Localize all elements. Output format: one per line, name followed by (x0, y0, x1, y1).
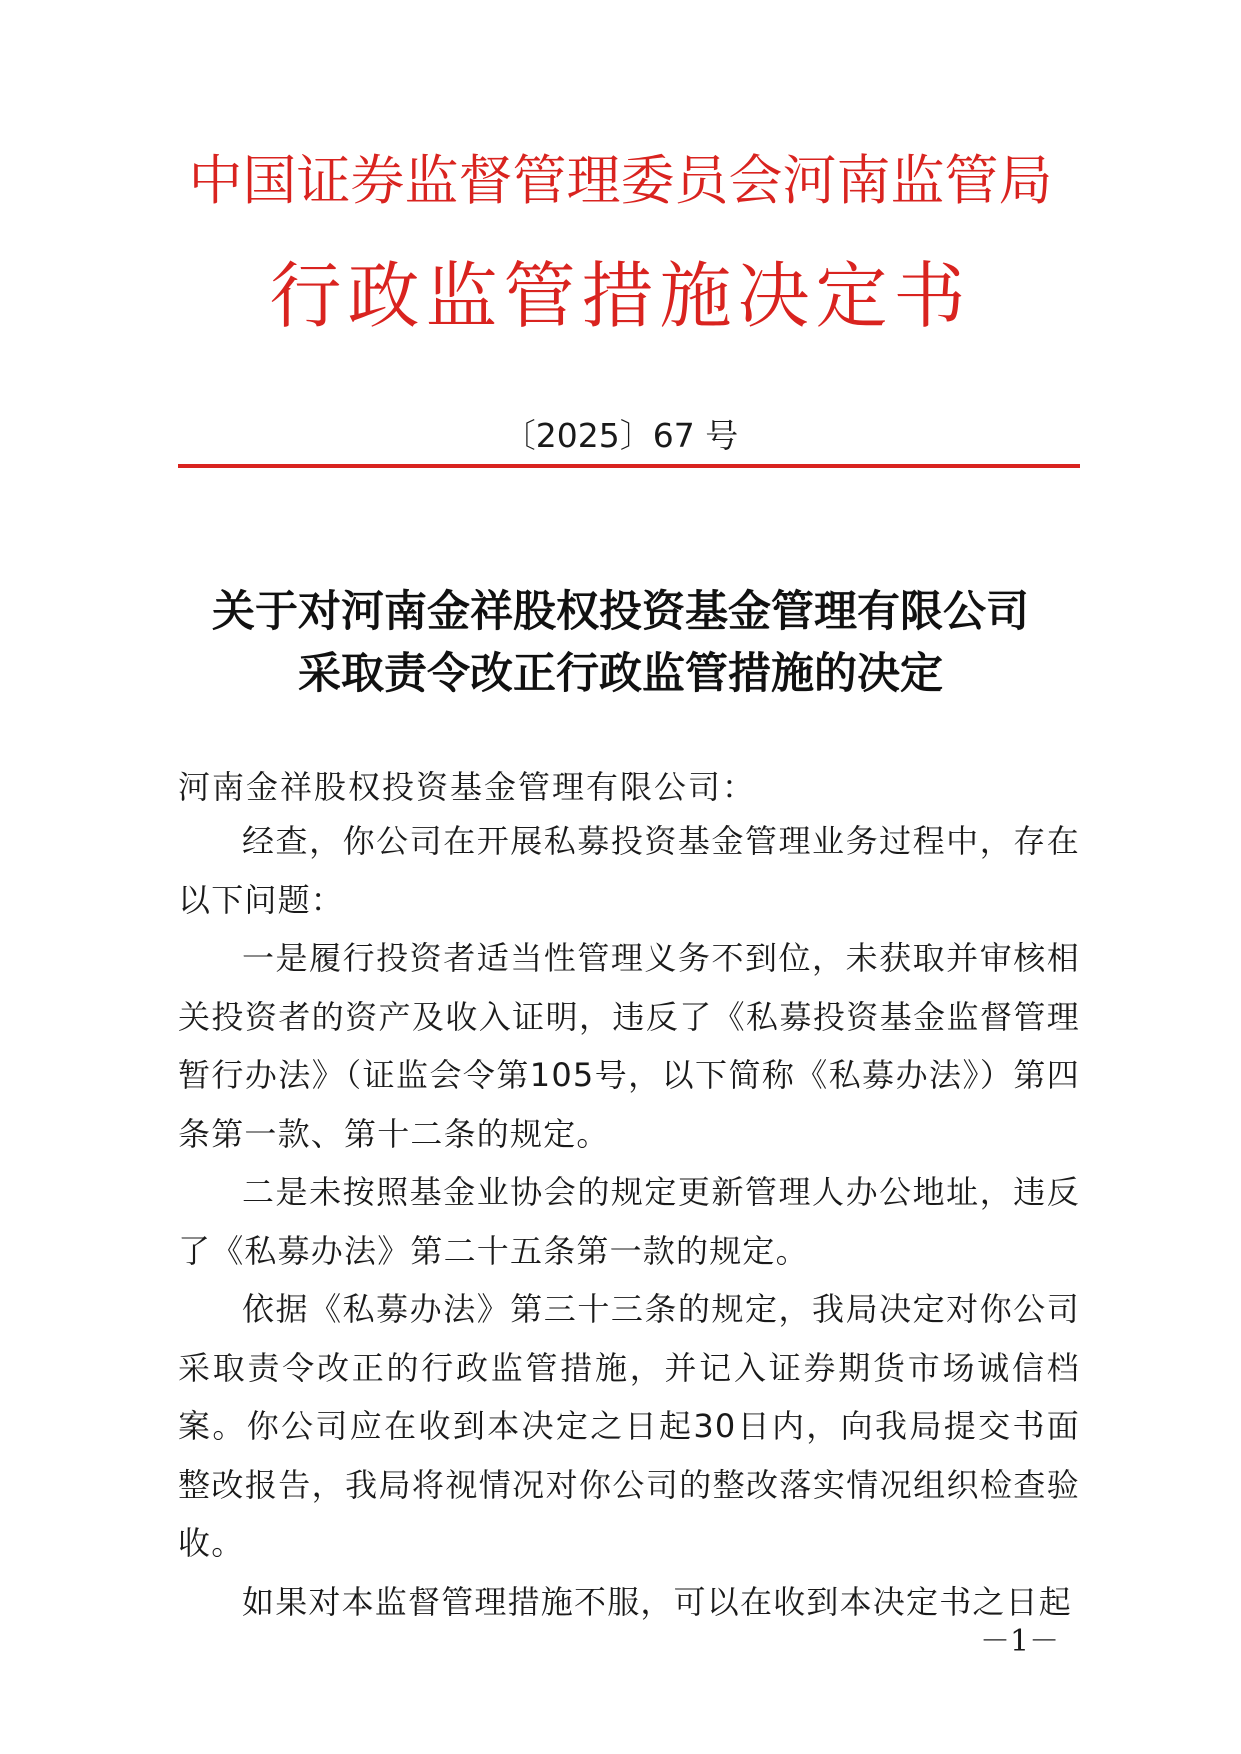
decision-title-line-2: 采取责令改正行政监管措施的决定 (298, 649, 943, 699)
paragraph-findings-intro: 经查，你公司在开展私募投资基金管理业务过程中，存在以下问题： (178, 822, 1080, 919)
addressee: 河南金祥股权投资基金管理有限公司： (178, 768, 757, 806)
paragraph-issue-two: 二是未按照基金业协会的规定更新管理人办公地址，违反了《私募办法》第二十五条第一款的规定。 (178, 1173, 1080, 1270)
paragraph-appeal: 如果对本监督管理措施不服，可以在收到本决定书之日起 (242, 1582, 1073, 1621)
paragraph-decision: 依据《私募办法》第三十三条的规定，我局决定对你公司采取责令改正的行政监管措施，并记入证券期货市场诚信档案。你公司应在收到本决定之日起30日内，向我局提交书面整改报告，我局将视情况对你公司的整改落实情况组织检查验收。 (178, 1290, 1080, 1562)
document-type-heading: 行政监管措施决定书 (269, 254, 972, 338)
document-number: 〔2025〕67 号 (502, 416, 739, 455)
paragraph-issue-one: 一是履行投资者适当性管理义务不到位，未获取并审核相关投资者的资产及收入证明，违反了《私募投资基金监督管理暂行办法》（证监会令第105号，以下简称《私募办法》）第四条第一款、第十二条的规定。 (178, 939, 1080, 1153)
issuer-name: 中国证券监督管理委员会河南监管局 (188, 149, 1053, 212)
body-text (178, 812, 1080, 1631)
red-divider-line (178, 464, 1080, 468)
page-number: －1－ (980, 1624, 1060, 1659)
decision-title-line-1: 关于对河南金祥股权投资基金管理有限公司 (212, 587, 1029, 637)
